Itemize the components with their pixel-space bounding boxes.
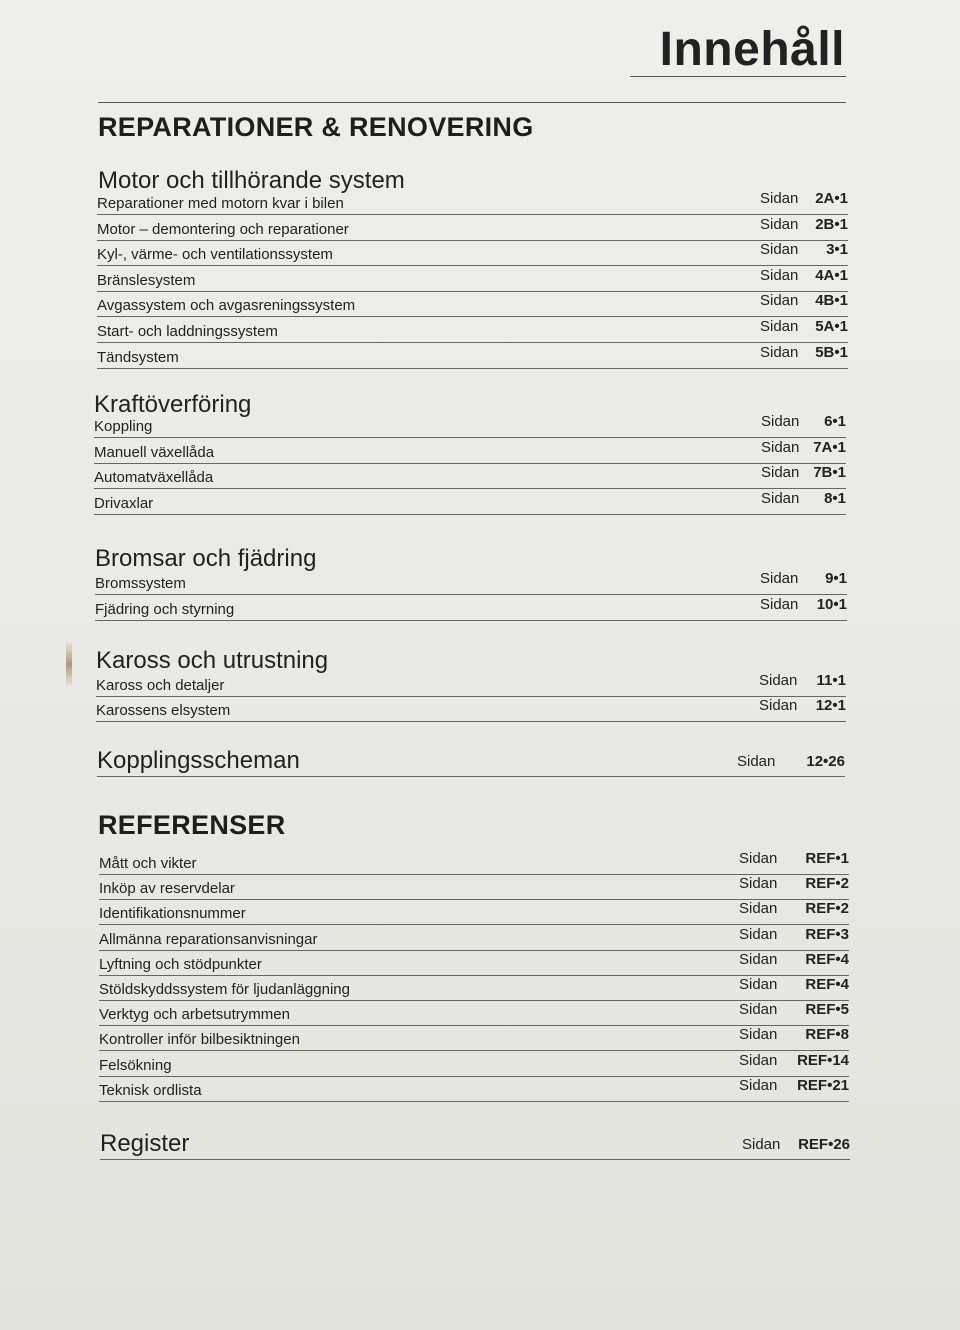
toc-label: Verktyg och arbetsutrymmen [99, 1006, 290, 1024]
toc-page-number: REF•1 [805, 850, 849, 867]
toc-row[interactable] [97, 216, 848, 241]
toc-page-number: 4B•1 [815, 292, 848, 310]
toc-sidan: Sidan [761, 489, 800, 507]
toc-page-number: 5A•1 [815, 318, 848, 335]
toc-label: Allmänna reparationsanvisningar [99, 930, 318, 948]
toc-label: Automatväxellåda [94, 469, 214, 487]
section-heading-motor: Motor och tillhörande system [98, 167, 405, 194]
toc-page-number: 4A•1 [815, 266, 848, 284]
toc-label: Tändsystem [97, 348, 179, 366]
toc-sidan: Sidan [760, 318, 799, 335]
toc-row[interactable] [94, 490, 846, 515]
toc-label: Drivaxlar [94, 494, 154, 512]
toc-page-number: 5B•1 [815, 343, 848, 361]
toc-page-number: REF•5 [805, 1001, 849, 1019]
toc-sidan: Sidan [760, 595, 799, 613]
toc-page-number: REF•4 [805, 950, 849, 968]
toc-sidan: Sidan [739, 976, 778, 993]
toc-row-register[interactable] [100, 1128, 850, 1160]
toc-row[interactable] [99, 875, 849, 900]
toc-sidan: Sidan [761, 438, 800, 456]
toc-page-number: 2B•1 [815, 215, 848, 233]
title-rule [630, 76, 846, 77]
toc-label: Koppling [94, 418, 153, 435]
toc-sidan: Sidan [739, 1026, 778, 1044]
toc-sidan: Sidan [760, 215, 799, 233]
toc-page-number: 12•26 [806, 753, 845, 770]
toc-label: Kontroller inför bilbesiktningen [99, 1031, 300, 1049]
toc-label: Manuell växellåda [94, 443, 215, 461]
toc-label: Avgassystem och avgasreningssystem [97, 297, 356, 315]
toc-page-number: REF•14 [797, 1051, 849, 1069]
toc-page-number: 7B•1 [813, 464, 846, 482]
toc-page-number: 8•1 [824, 489, 846, 507]
toc-sidan: Sidan [759, 697, 798, 714]
part-heading-reference: REFERENSER [98, 810, 286, 840]
toc-label: Reparationer med motorn kvar i bilen [97, 195, 344, 212]
toc-sidan: Sidan [739, 1051, 778, 1069]
toc-row[interactable] [94, 464, 846, 489]
toc-sidan: Sidan [742, 1136, 781, 1153]
toc-row[interactable] [95, 596, 847, 621]
toc-sidan: Sidan [739, 925, 778, 943]
toc-row[interactable] [99, 926, 849, 951]
toc-page-number: 2A•1 [815, 190, 848, 207]
toc-page-number: 9•1 [825, 570, 847, 587]
toc-label: Identifikationsnummer [99, 905, 246, 923]
paper-stain [66, 640, 72, 688]
toc-sidan: Sidan [761, 413, 800, 430]
section-heading-kaross: Kaross och utrustning [96, 647, 329, 674]
toc-label: Karossens elsystem [96, 702, 231, 719]
toc-sidan: Sidan [760, 292, 799, 310]
toc-label: Teknisk ordlista [99, 1081, 202, 1099]
toc-page-number: REF•2 [805, 900, 849, 918]
toc-sidan: Sidan [739, 1076, 778, 1094]
toc-row[interactable] [99, 1077, 849, 1102]
toc-label: Motor – demontering och reparationer [97, 220, 349, 238]
toc-sidan: Sidan [760, 241, 799, 259]
toc-page-number: REF•3 [805, 925, 849, 943]
section-heading-kraft: Kraftöverföring [94, 391, 252, 418]
toc-label: Kyl-, värme- och ventilationssystem [97, 246, 333, 264]
toc-sidan: Sidan [760, 190, 799, 207]
toc-sidan: Sidan [760, 266, 799, 284]
toc-sidan: Sidan [737, 753, 776, 770]
toc-page-number: REF•4 [805, 976, 849, 993]
toc-page-number: REF•26 [798, 1136, 850, 1153]
toc-row-kopplingsscheman[interactable] [97, 745, 845, 777]
toc-row[interactable] [97, 241, 848, 266]
toc-label: Kopplingsscheman [97, 747, 300, 774]
toc-page-number: 12•1 [815, 697, 846, 714]
toc-page-number: 11•1 [816, 672, 846, 689]
toc-page-number: REF•8 [805, 1026, 849, 1044]
toc-page-number: 10•1 [816, 595, 847, 613]
toc-sidan: Sidan [739, 900, 778, 918]
toc-label: Felsökning [99, 1056, 172, 1074]
toc-page-number: REF•21 [797, 1076, 849, 1094]
toc-row[interactable] [94, 439, 846, 464]
toc-sidan: Sidan [761, 464, 800, 482]
toc-sidan: Sidan [760, 343, 799, 361]
toc-label: Inköp av reservdelar [99, 880, 235, 898]
toc-row[interactable] [97, 190, 848, 215]
toc-page-number: REF•2 [805, 875, 849, 893]
toc-sidan: Sidan [739, 1001, 778, 1019]
toc-label: Bränslesystem [97, 271, 196, 289]
toc-row[interactable] [99, 1052, 849, 1077]
toc-label: Lyftning och stödpunkter [99, 955, 262, 973]
toc-sidan: Sidan [739, 850, 778, 867]
toc-label: Fjädring och styrning [95, 600, 235, 618]
toc-row[interactable] [97, 292, 848, 317]
toc-sidan: Sidan [759, 672, 798, 689]
toc-label: Start- och laddningssystem [97, 323, 278, 340]
toc-page-number: 7A•1 [813, 438, 846, 456]
toc-row[interactable] [99, 850, 849, 875]
toc-row[interactable] [99, 1001, 849, 1026]
toc-page-number: 3•1 [826, 241, 848, 259]
toc-sidan: Sidan [739, 875, 778, 893]
toc-row[interactable] [96, 697, 846, 722]
toc-row[interactable] [94, 413, 846, 438]
toc-label: Register [100, 1130, 190, 1157]
toc-row[interactable] [96, 672, 846, 697]
toc-label: Bromssystem [95, 575, 186, 592]
toc-sidan: Sidan [760, 570, 799, 587]
toc-row[interactable] [97, 318, 848, 343]
toc-label: Stöldskyddssystem för ljudanläggning [99, 981, 350, 998]
toc-row[interactable] [95, 570, 847, 595]
toc-row[interactable] [99, 900, 849, 925]
toc-row[interactable] [97, 344, 848, 369]
toc-row[interactable] [97, 267, 848, 292]
header-rule [98, 102, 846, 103]
part-heading-repair: REPARATIONER & RENOVERING [98, 112, 534, 142]
toc-label: Kaross och detaljer [96, 677, 225, 694]
page-title: Innehåll [659, 23, 845, 76]
section-heading-broms: Bromsar och fjädring [95, 545, 317, 572]
toc-row[interactable] [99, 1026, 849, 1051]
toc-sidan: Sidan [739, 950, 778, 968]
toc-page-number: 6•1 [824, 413, 846, 430]
toc-row[interactable] [99, 951, 849, 976]
toc-row[interactable] [99, 976, 849, 1001]
toc-label: Mått och vikter [99, 855, 197, 872]
